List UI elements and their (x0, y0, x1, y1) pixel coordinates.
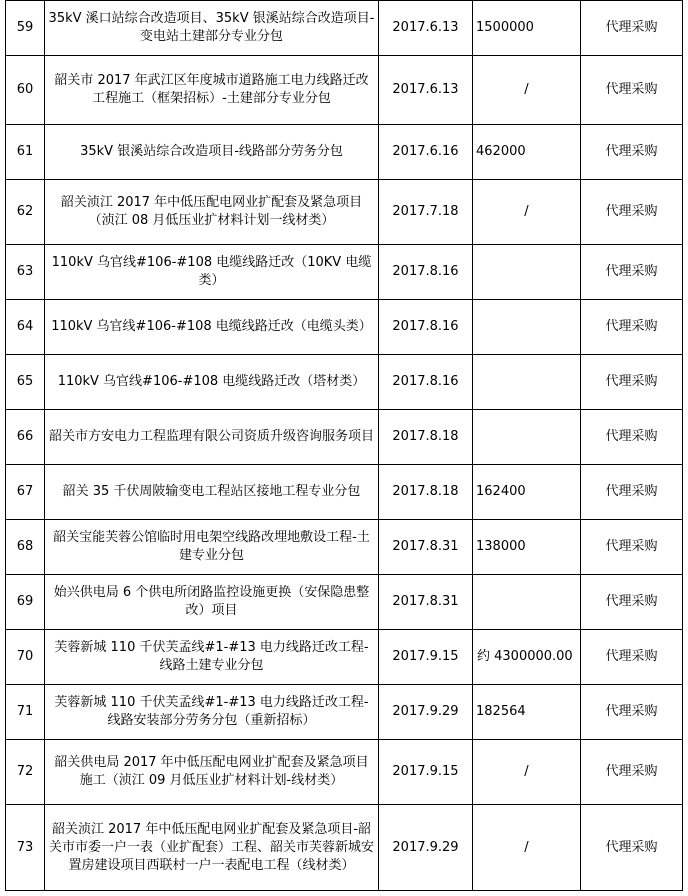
row-number: 62 (6, 180, 45, 245)
date: 2017.8.31 (379, 520, 473, 575)
procurement-method: 代理采购 (581, 520, 683, 575)
table-row (6, 355, 683, 410)
amount (473, 575, 581, 630)
row-number: 72 (6, 740, 45, 805)
row-number: 71 (6, 685, 45, 740)
project-name: 35kV 溪口站综合改造项目、35kV 银溪站综合改造项目-变电站土建部分专业分包 (45, 1, 379, 56)
procurement-method: 代理采购 (581, 740, 683, 805)
table-row (6, 56, 683, 125)
date: 2017.9.15 (379, 740, 473, 805)
row-number: 64 (6, 300, 45, 355)
table-row (6, 245, 683, 300)
amount: 162400 (473, 465, 581, 520)
project-name: 韶关 35 千伏周陂输变电工程站区接地工程专业分包 (45, 465, 379, 520)
amount: 138000 (473, 520, 581, 575)
procurement-method: 代理采购 (581, 180, 683, 245)
table-row (6, 685, 683, 740)
procurement-method: 代理采购 (581, 355, 683, 410)
amount: 约 4300000.00 (473, 630, 581, 685)
row-number: 68 (6, 520, 45, 575)
amount: / (473, 740, 581, 805)
procurement-method: 代理采购 (581, 125, 683, 180)
procurement-method: 代理采购 (581, 56, 683, 125)
table-row (6, 520, 683, 575)
date: 2017.6.16 (379, 125, 473, 180)
row-number: 73 (6, 805, 45, 891)
project-name: 芙蓉新城 110 千伏芙孟线#1-#13 电力线路迁改工程-线路土建专业分包 (45, 630, 379, 685)
amount (473, 410, 581, 465)
project-name: 110kV 乌官线#106-#108 电缆线路迁改（电缆头类） (45, 300, 379, 355)
table-row (6, 1, 683, 56)
project-name: 110kV 乌官线#106-#108 电缆线路迁改（塔材类） (45, 355, 379, 410)
procurement-method: 代理采购 (581, 465, 683, 520)
amount: 182564 (473, 685, 581, 740)
amount (473, 300, 581, 355)
amount: 1500000 (473, 1, 581, 56)
table-row (6, 300, 683, 355)
date: 2017.9.29 (379, 805, 473, 891)
table-row (6, 465, 683, 520)
amount: / (473, 805, 581, 891)
project-name: 韶关宝能芙蓉公馆临时用电架空线路改埋地敷设工程-土建专业分包 (45, 520, 379, 575)
project-name: 韶关市方安电力工程监理有限公司资质升级咨询服务项目 (45, 410, 379, 465)
row-number: 66 (6, 410, 45, 465)
project-name: 韶关浈江 2017 年中低压配电网业扩配套及紧急项目-韶关市市委一户一表（业扩配套）工程、韶关市芙蓉新城安置房建设项目西联村一户一表配电工程（线材类） (45, 805, 379, 891)
row-number: 59 (6, 1, 45, 56)
amount: / (473, 56, 581, 125)
amount: / (473, 180, 581, 245)
date: 2017.8.18 (379, 465, 473, 520)
procurement-method: 代理采购 (581, 410, 683, 465)
date: 2017.6.13 (379, 1, 473, 56)
procurement-method: 代理采购 (581, 685, 683, 740)
table-row (6, 740, 683, 805)
date: 2017.9.29 (379, 685, 473, 740)
project-name: 韶关市 2017 年武江区年度城市道路施工电力线路迁改工程施工（框架招标）-土建部分专业分包 (45, 56, 379, 125)
amount (473, 355, 581, 410)
date: 2017.8.31 (379, 575, 473, 630)
amount: 462000 (473, 125, 581, 180)
table-row (6, 805, 683, 891)
row-number: 65 (6, 355, 45, 410)
procurement-method: 代理采购 (581, 300, 683, 355)
date: 2017.8.18 (379, 410, 473, 465)
date: 2017.8.16 (379, 355, 473, 410)
table-row (6, 180, 683, 245)
procurement-method: 代理采购 (581, 630, 683, 685)
procurement-method: 代理采购 (581, 245, 683, 300)
date: 2017.6.13 (379, 56, 473, 125)
project-name: 芙蓉新城 110 千伏芙孟线#1-#13 电力线路迁改工程-线路安装部分劳务分包（重新招标） (45, 685, 379, 740)
row-number: 70 (6, 630, 45, 685)
date: 2017.7.18 (379, 180, 473, 245)
project-name: 110kV 乌官线#106-#108 电缆线路迁改（10KV 电缆类） (45, 245, 379, 300)
procurement-method: 代理采购 (581, 1, 683, 56)
row-number: 60 (6, 56, 45, 125)
project-name: 韶关供电局 2017 年中低压配电网业扩配套及紧急项目施工（浈江 09 月低压业扩材料计划-线材类） (45, 740, 379, 805)
project-name: 35kV 银溪站综合改造项目-线路部分劳务分包 (45, 125, 379, 180)
procurement-method: 代理采购 (581, 575, 683, 630)
date: 2017.8.16 (379, 245, 473, 300)
procurement-method: 代理采购 (581, 805, 683, 891)
table-row (6, 575, 683, 630)
date: 2017.8.16 (379, 300, 473, 355)
table-row (6, 125, 683, 180)
row-number: 67 (6, 465, 45, 520)
project-name: 始兴供电局 6 个供电所闭路监控设施更换（安保隐患整改）项目 (45, 575, 379, 630)
date: 2017.9.15 (379, 630, 473, 685)
table-row (6, 410, 683, 465)
amount (473, 245, 581, 300)
procurement-table (5, 0, 683, 891)
row-number: 61 (6, 125, 45, 180)
row-number: 69 (6, 575, 45, 630)
row-number: 63 (6, 245, 45, 300)
table-row (6, 630, 683, 685)
project-name: 韶关浈江 2017 年中低压配电网业扩配套及紧急项目（浈江 08 月低压业扩材料计划一线材类） (45, 180, 379, 245)
